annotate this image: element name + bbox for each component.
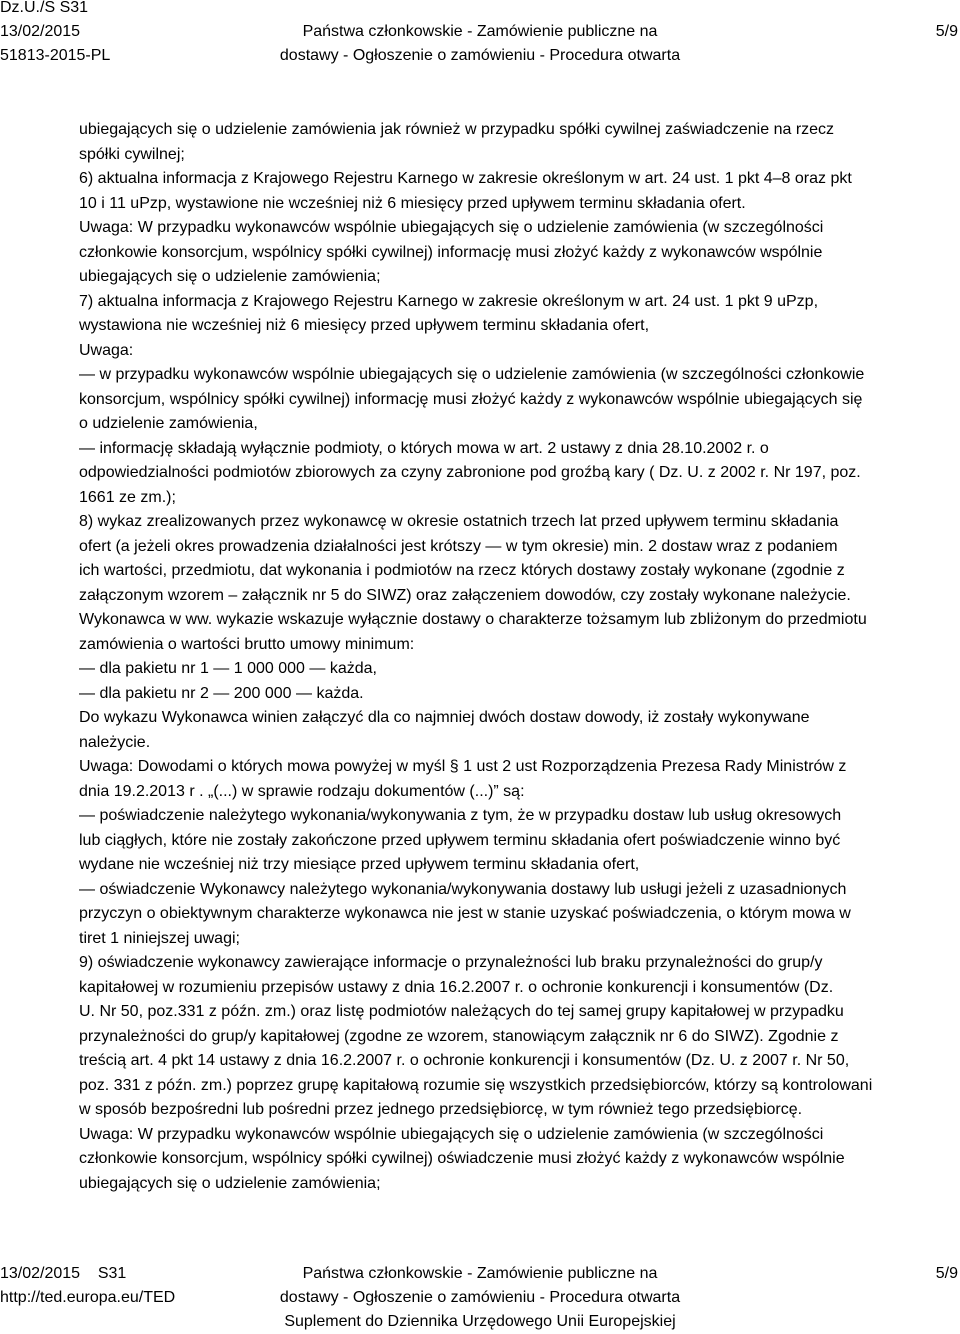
body-line: 9) oświadczenie wykonawcy zawierające informacje o przynależności lub braku przynależności do grup/y [79, 954, 823, 971]
body-line: 8) wykaz zrealizowanych przez wykonawcę w okresie ostatnich trzech lat przed upływem terminu składania [79, 513, 839, 530]
body-line: — dla pakietu nr 1 — 1 000 000 — każda, [79, 660, 377, 677]
footer-title [0, 1262, 960, 1334]
body-line: Uwaga: W przypadku wykonawców wspólnie ubiegających się o udzielenie zamówienia (w szczególności [79, 219, 824, 236]
body-line: wystawiona nie wcześniej niż 6 miesięcy przed upływem terminu składania ofert, [79, 317, 650, 334]
body-line: ubiegających się o udzielenie zamówienia jak również w przypadku spółki cywilnej zaświadczenie na rzecz [79, 121, 835, 138]
body-line: poz. 331 z późn. zm.) poprzez grupę kapitałową rozumie się wszystkich przedsiębiorców, którzy są kontrolowani [79, 1076, 873, 1094]
body-line: wydane nie wcześniej niż trzy miesiące przed upływem terminu składania ofert, [79, 856, 640, 873]
header-title-line-1: Państwa członkowskie - Zamówienie publiczne na [302, 23, 658, 40]
header-title-line-2: dostawy - Ogłoszenie o zamówieniu - Procedura otwarta [279, 47, 681, 64]
body-line: ubiegających się o udzielenie zamówienia; [79, 1174, 381, 1192]
footer-title-line-2: dostawy - Ogłoszenie o zamówieniu - Procedura otwarta [279, 1289, 681, 1306]
body-line: kapitałowej w rozumieniu przepisów ustawy z dnia 16.2.2007 r. o ochronie konkurencji i konsumentów (Dz. [79, 978, 834, 996]
body-line: ofert (a jeżeli okres prowadzenia działalności jest krótszy — w tym okresie) min. 2 dostaw wraz z podaniem [79, 537, 838, 555]
body-line: Uwaga: W przypadku wykonawców wspólnie ubiegających się o udzielenie zamówienia (w szczególności [79, 1125, 824, 1143]
body-line: członkowie konsorcjum, wspólnicy spółki cywilnej) oświadczenie musi złożyć każdy z wykonawców wspólnie [79, 1150, 845, 1167]
body-line: — poświadczenie należytego wykonania/wykonywania z tym, że w przypadku dostaw lub usług okresowych [79, 807, 842, 824]
body-line: konsorcjum, wspólnicy spółki cywilnej) informację musi złożyć każdy z wykonawców wspólnie ubiegających się [79, 390, 863, 408]
body-line: ubiegających się o udzielenie zamówienia; [79, 268, 381, 285]
body-line: tiret 1 niniejszej uwagi; [79, 929, 240, 947]
body-line: — w przypadku wykonawców wspólnie ubiegających się o udzielenie zamówienia (w szczególności członkowie [79, 366, 865, 383]
notice-body [79, 118, 959, 1196]
body-line: załączonym wzorem – załącznik nr 5 do SIWZ) oraz załączeniem dowodów, czy zostały wykonane należycie. [79, 586, 851, 604]
body-line: — oświadczenie Wykonawcy należytego wykonania/wykonywania dostawy lub usługi jeżeli z uzasadnionych [79, 880, 847, 898]
body-line: w sposób bezpośredni lub pośredni przez jednego przedsiębiorcę, w tym również tego przedsiębiorcę. [79, 1101, 803, 1118]
body-line: przyczyn o obiektywnym charakterze wykonawca nie jest w stanie uzyskać poświadczenia, o którym mowa w [79, 905, 851, 922]
body-line: lub ciągłych, które nie zostały zakończone przed upływem terminu składania ofert poświadczenie winno być [79, 831, 841, 849]
body-line: odpowiedzialności podmiotów zbiorowych za czyny zabronione pod groźbą kary ( Dz. U. z 2002 r. Nr 197, poz. [79, 464, 861, 481]
body-line: 6) aktualna informacja z Krajowego Rejestru Karnego w zakresie określonym w art. 24 ust. 1 pkt 4–8 oraz pkt [79, 170, 852, 187]
footer-supplement: Suplement do Dziennika Urzędowego Unii Europejskiej [284, 1313, 676, 1330]
header-page-number: 5/9 [935, 23, 958, 40]
body-line: Wykonawca w ww. wykazie wskazuje wyłącznie dostawy o charakterze tożsamym lub zbliżonym do przedmiotu [79, 611, 867, 628]
notice-number: 51813-2015-PL [0, 47, 111, 64]
footer-title-line-1: Państwa członkowskie - Zamówienie publiczne na [302, 1265, 658, 1282]
body-line: członkowie konsorcjum, wspólnicy spółki cywilnej) informację musi złożyć każdy z wykonawców wspólnie [79, 243, 823, 261]
body-line: ich wartości, przedmiotu, dat wykonania i podmiotów na rzecz których dostawy zostały wykonane (zgodnie z [79, 562, 845, 579]
body-line: 10 i 11 uPzp, wystawione nie wcześniej niż 6 miesięcy przed upływem terminu składania ofert. [79, 194, 746, 212]
body-line: spółki cywilnej; [79, 145, 185, 163]
body-line: — informację składają wyłącznie podmioty, o których mowa w art. 2 ustawy z dnia 28.10.2002 r. o [79, 439, 769, 457]
body-line: treścią art. 4 pkt 14 ustawy z dnia 16.2.2007 r. o ochronie konkurencji i konsumentów (Dz. U. z 2007 r. Nr 50, [79, 1052, 850, 1069]
journal-reference: Dz.U./S S31 [0, 0, 89, 16]
body-line: Uwaga: Dowodami o których mowa powyżej w myśl § 1 ust 2 ust Rozporządzenia Prezesa Rady Ministrów z [79, 758, 847, 775]
body-line: — dla pakietu nr 2 — 200 000 — każda. [79, 684, 364, 702]
publication-date: 13/02/2015 [0, 23, 81, 40]
body-line: 7) aktualna informacja z Krajowego Rejestru Karnego w zakresie określonym w art. 24 ust. 1 pkt 9 uPzp, [79, 292, 819, 310]
body-line: Do wykazu Wykonawca winien załączyć dla co najmniej dwóch dostaw dowody, iż zostały wykonywane [79, 709, 810, 726]
body-line: należycie. [79, 733, 151, 751]
footer-date-series: 13/02/2015 S31 [0, 1265, 127, 1282]
body-line: przynależności do grup/y kapitałowej (zgodne ze wzorem, stanowiącym załącznik nr 6 do SIWZ). Zgodnie z [79, 1027, 839, 1045]
body-line: 1661 ze zm.); [79, 488, 176, 506]
body-line: Uwaga: [79, 341, 134, 359]
body-line: dnia 19.2.2013 r . „(...) w sprawie rodzaju dokumentów (...)” są: [79, 782, 525, 800]
footer-page-number: 5/9 [935, 1265, 958, 1282]
header-title [0, 20, 960, 68]
body-line: zamówienia o wartości brutto umowy minimum: [79, 635, 415, 653]
body-line: o udzielenie zamówienia, [79, 415, 258, 432]
footer-url: http://ted.europa.eu/TED [0, 1289, 176, 1306]
body-line: U. Nr 50, poz.331 z późn. zm.) oraz listę podmiotów należących do tej samej grupy kapitałowej w przypadku [79, 1003, 844, 1020]
